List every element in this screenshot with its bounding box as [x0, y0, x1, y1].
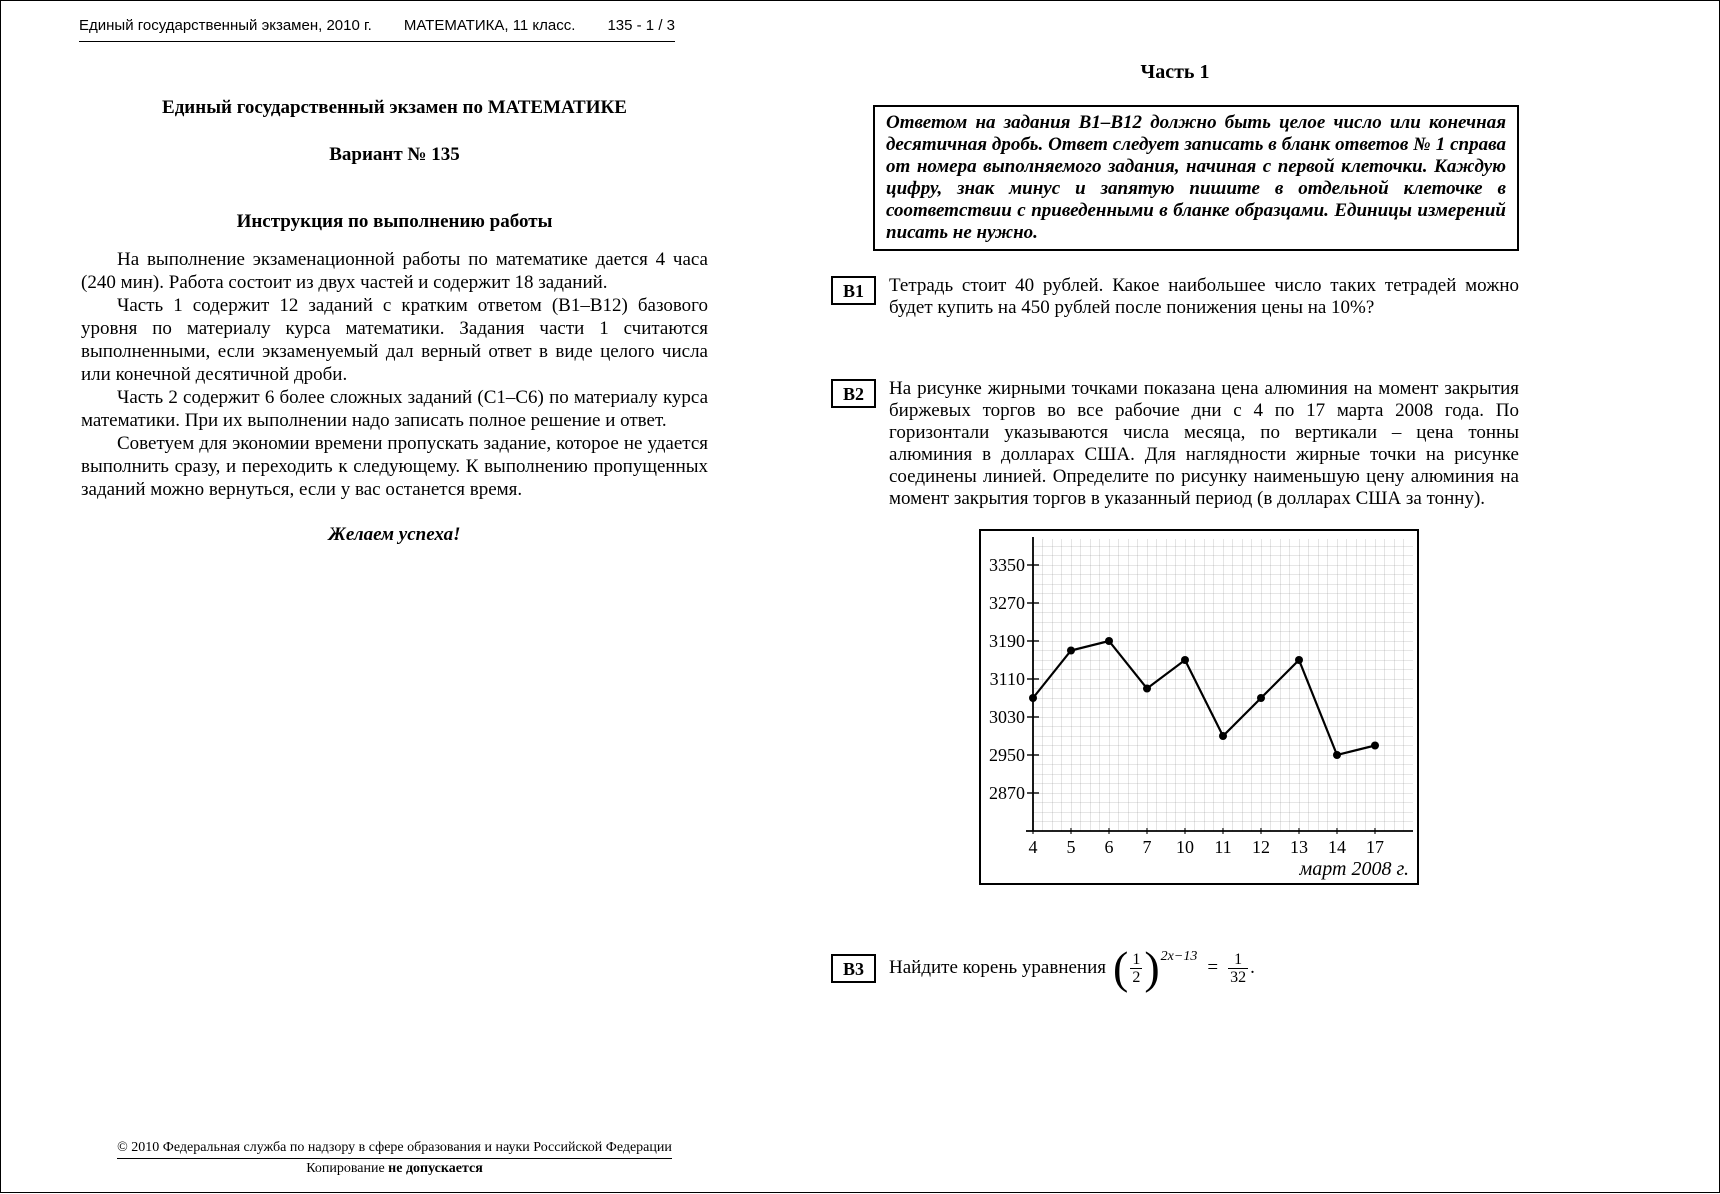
header-subject: МАТЕМАТИКА, 11 класс.	[403, 17, 576, 34]
formula-base-fraction	[1130, 951, 1142, 986]
footer-no-copy-bold: не допускается	[388, 1161, 483, 1176]
svg-text:14: 14	[1328, 837, 1346, 857]
problem-text-b2: На рисунке жирными точками показана цена алюминия на момент закрытия биржевых торгов во все рабочие дни с 4 по 17 марта 2008 года. По горизонтали указываются числа месяца, по вертикали – цена тонны алюминия в долларах США. Для наглядности жирные точки на рисунке соединены линией. Определите по рисунку наименьшую цену алюминия на момент закрытия торгов в указанный период (в долларах США за тонну).	[889, 378, 1519, 509]
formula-period: .	[1250, 957, 1255, 978]
formula-base-denominator: 2	[1132, 968, 1141, 986]
svg-text:3030: 3030	[989, 707, 1025, 727]
page-footer	[81, 1138, 708, 1178]
instructions-paragraph-2: Часть 1 содержит 12 заданий с кратким ответом (В1–В12) базового уровня по материалу курса математики. Задания части 1 считаются выполненными, если экзаменуемый дал верный ответ в виде целого числа или конечной десятичной дроби.	[81, 295, 708, 385]
part-heading: Часть 1	[1140, 61, 1210, 83]
formula-rhs-numerator: 1	[1234, 950, 1243, 968]
problem-label-b3: В3	[831, 954, 876, 983]
footer-copyright: © 2010 Федеральная служба по надзору в сфере образования и науки Российской Федерации	[117, 1138, 672, 1159]
formula-rhs-fraction	[1228, 951, 1248, 986]
problem-text-b3	[889, 942, 1519, 993]
svg-text:3270: 3270	[989, 593, 1025, 613]
price-chart-frame	[979, 529, 1419, 885]
svg-text:17: 17	[1366, 837, 1384, 857]
problem-text-b1: Тетрадь стоит 40 рублей. Какое наибольшее число таких тетрадей можно будет купить на 450 рублей после понижения цены на 10%?	[889, 275, 1519, 318]
svg-text:13: 13	[1290, 837, 1308, 857]
svg-text:4: 4	[1028, 837, 1038, 857]
svg-text:3350: 3350	[989, 555, 1025, 575]
instructions-heading: Инструкция по выполнению работы	[236, 211, 553, 232]
problem-b3	[831, 942, 1519, 993]
svg-text:2950: 2950	[989, 745, 1025, 765]
instructions-paragraph-1: На выполнение экзаменационной работы по математике дается 4 часа (240 мин). Работа состоит из двух частей и содержит 18 заданий.	[81, 249, 708, 293]
formula-close-paren: )	[1144, 942, 1160, 993]
instructions-paragraph-4: Советуем для экономии времени пропускать задание, которое не удается выполнить сразу, и переходить к следующему. К выполнению пропущенных заданий можно вернуться, если у вас останется время.	[81, 433, 708, 500]
svg-text:10: 10	[1176, 837, 1194, 857]
problem-label-b1: В1	[831, 276, 876, 305]
right-column	[831, 1, 1519, 1194]
svg-text:12: 12	[1252, 837, 1270, 857]
exam-title: Единый государственный экзамен по МАТЕМАТИКЕ	[162, 97, 627, 118]
b3-prompt: Найдите корень уравнения	[889, 957, 1107, 978]
svg-text:2870: 2870	[989, 783, 1025, 803]
svg-text:3190: 3190	[989, 631, 1025, 651]
left-column	[81, 96, 708, 546]
formula-open-paren: (	[1113, 942, 1129, 993]
formula-equals-sign: =	[1207, 957, 1219, 978]
footer-no-copy: Копирование не допускается	[306, 1161, 483, 1176]
problem-b2	[831, 378, 1519, 510]
formula-rhs-denominator: 32	[1230, 968, 1247, 986]
price-chart	[981, 531, 1417, 883]
problem-label-b2: В2	[831, 379, 876, 408]
header-page-number: 135 - 1 / 3	[607, 17, 675, 34]
b3-formula	[1113, 942, 1255, 993]
problem-b1	[831, 275, 1519, 319]
svg-text:6: 6	[1104, 837, 1114, 857]
instructions-paragraph-3: Часть 2 содержит 6 более сложных заданий (С1–С6) по материалу курса математики. При их выполнении надо записать полное решение и ответ.	[81, 387, 708, 431]
formula-base-numerator: 1	[1132, 950, 1141, 968]
svg-text:5: 5	[1066, 837, 1076, 857]
page-header	[79, 17, 675, 42]
success-wish: Желаем успеха!	[328, 524, 461, 545]
svg-text:3110: 3110	[989, 669, 1025, 689]
svg-text:7: 7	[1142, 837, 1152, 857]
formula-exponent: 2x−13	[1160, 949, 1198, 964]
answer-instructions-box: Ответом на задания В1–В12 должно быть целое число или конечная десятичная дробь. Ответ следует записать в бланк ответов № 1 справа от номера выполняемого задания, начиная с первой клеточки. Каждую цифру, знак минус и запятую пишите в отдельной клеточке в соответствии с приведенными в бланке образцами. Единицы измерений писать не нужно.	[873, 105, 1519, 251]
header-exam-info: Единый государственный экзамен, 2010 г.	[79, 17, 372, 34]
variant-number: Вариант № 135	[329, 144, 460, 165]
svg-text:март 2008 г.: март 2008 г.	[1299, 858, 1409, 880]
svg-text:11: 11	[1214, 837, 1232, 857]
